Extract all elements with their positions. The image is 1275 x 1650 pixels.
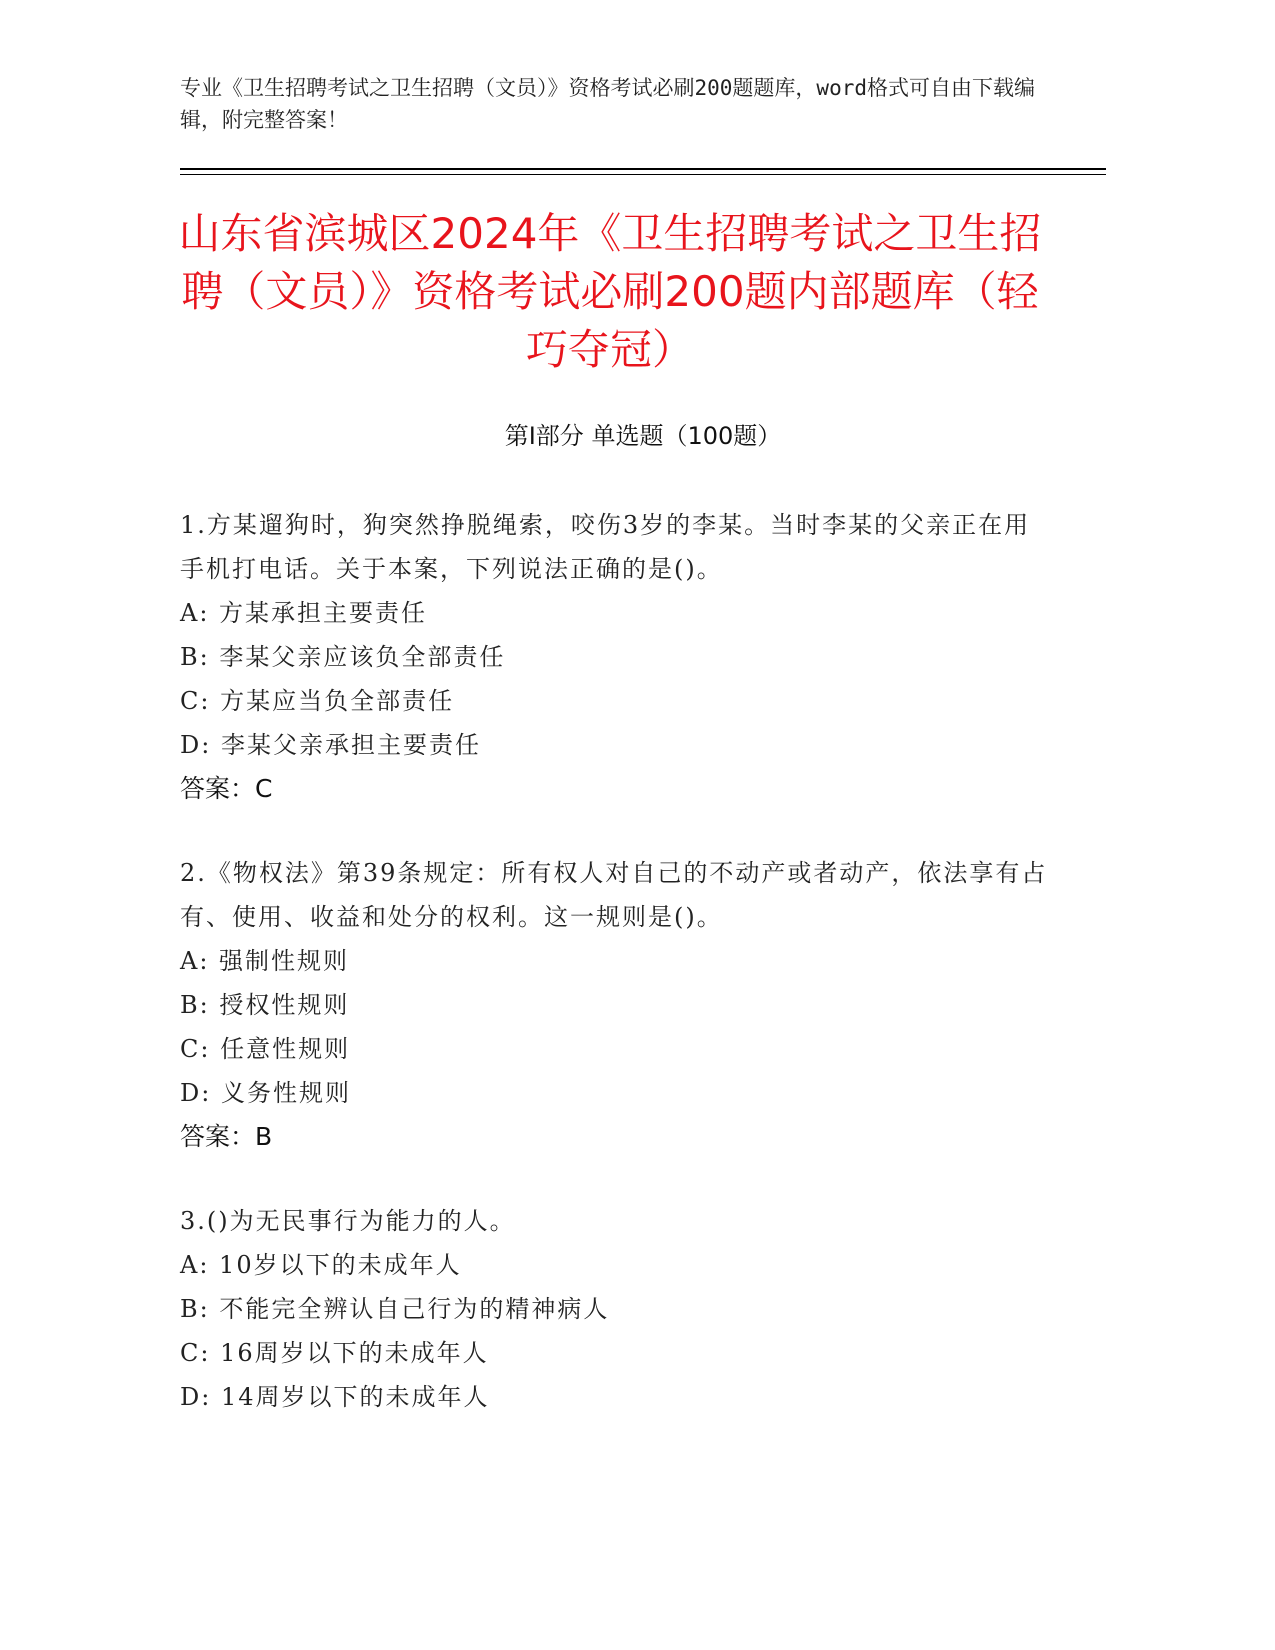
answer-line: 答案：B xyxy=(180,1122,273,1151)
question-stem: 3.()为无民事行为能力的人。 xyxy=(180,1207,516,1235)
question-item xyxy=(180,1199,1050,1419)
header-divider-thick xyxy=(180,168,1106,170)
question-item xyxy=(180,851,1050,1159)
header-note: 专业《卫生招聘考试之卫生招聘（文员）》资格考试必刷200题题库，word格式可自由下载编辑，附完整答案！ xyxy=(180,76,1035,132)
option-c: C: 方某应当负全部责任 xyxy=(180,687,455,715)
option-a: A: 10岁以下的未成年人 xyxy=(180,1251,462,1279)
answer-line: 答案：C xyxy=(180,774,273,803)
option-a: A: 方某承担主要责任 xyxy=(180,599,428,627)
option-c: C: 任意性规则 xyxy=(180,1035,351,1063)
option-c: C: 16周岁以下的未成年人 xyxy=(180,1339,489,1367)
option-d: D: 14周岁以下的未成年人 xyxy=(180,1383,490,1411)
option-b: B: 不能完全辨认自己行为的精神病人 xyxy=(180,1295,610,1323)
option-b: B: 授权性规则 xyxy=(180,991,350,1019)
option-a: A: 强制性规则 xyxy=(180,947,350,975)
option-b: B: 李某父亲应该负全部责任 xyxy=(180,643,506,671)
option-d: D: 义务性规则 xyxy=(180,1079,351,1107)
question-item xyxy=(180,503,1050,811)
option-d: D: 李某父亲承担主要责任 xyxy=(180,731,481,759)
document-title: 山东省滨城区2024年《卫生招聘考试之卫生招聘（文员）》资格考试必刷200题内部题库（轻巧夺冠） xyxy=(178,209,1042,374)
header-divider-thin xyxy=(180,174,1106,175)
question-stem: 1.方某遛狗时，狗突然挣脱绳索，咬伤3岁的李某。当时李某的父亲正在用手机打电话。关于本案，下列说法正确的是()。 xyxy=(180,511,1031,583)
question-stem: 2.《物权法》第39条规定：所有权人对自己的不动产或者动产，依法享有占有、使用、收益和处分的权利。这一规则是()。 xyxy=(180,859,1048,931)
section-heading: 第Ⅰ部分 单选题（100题） xyxy=(504,422,782,450)
